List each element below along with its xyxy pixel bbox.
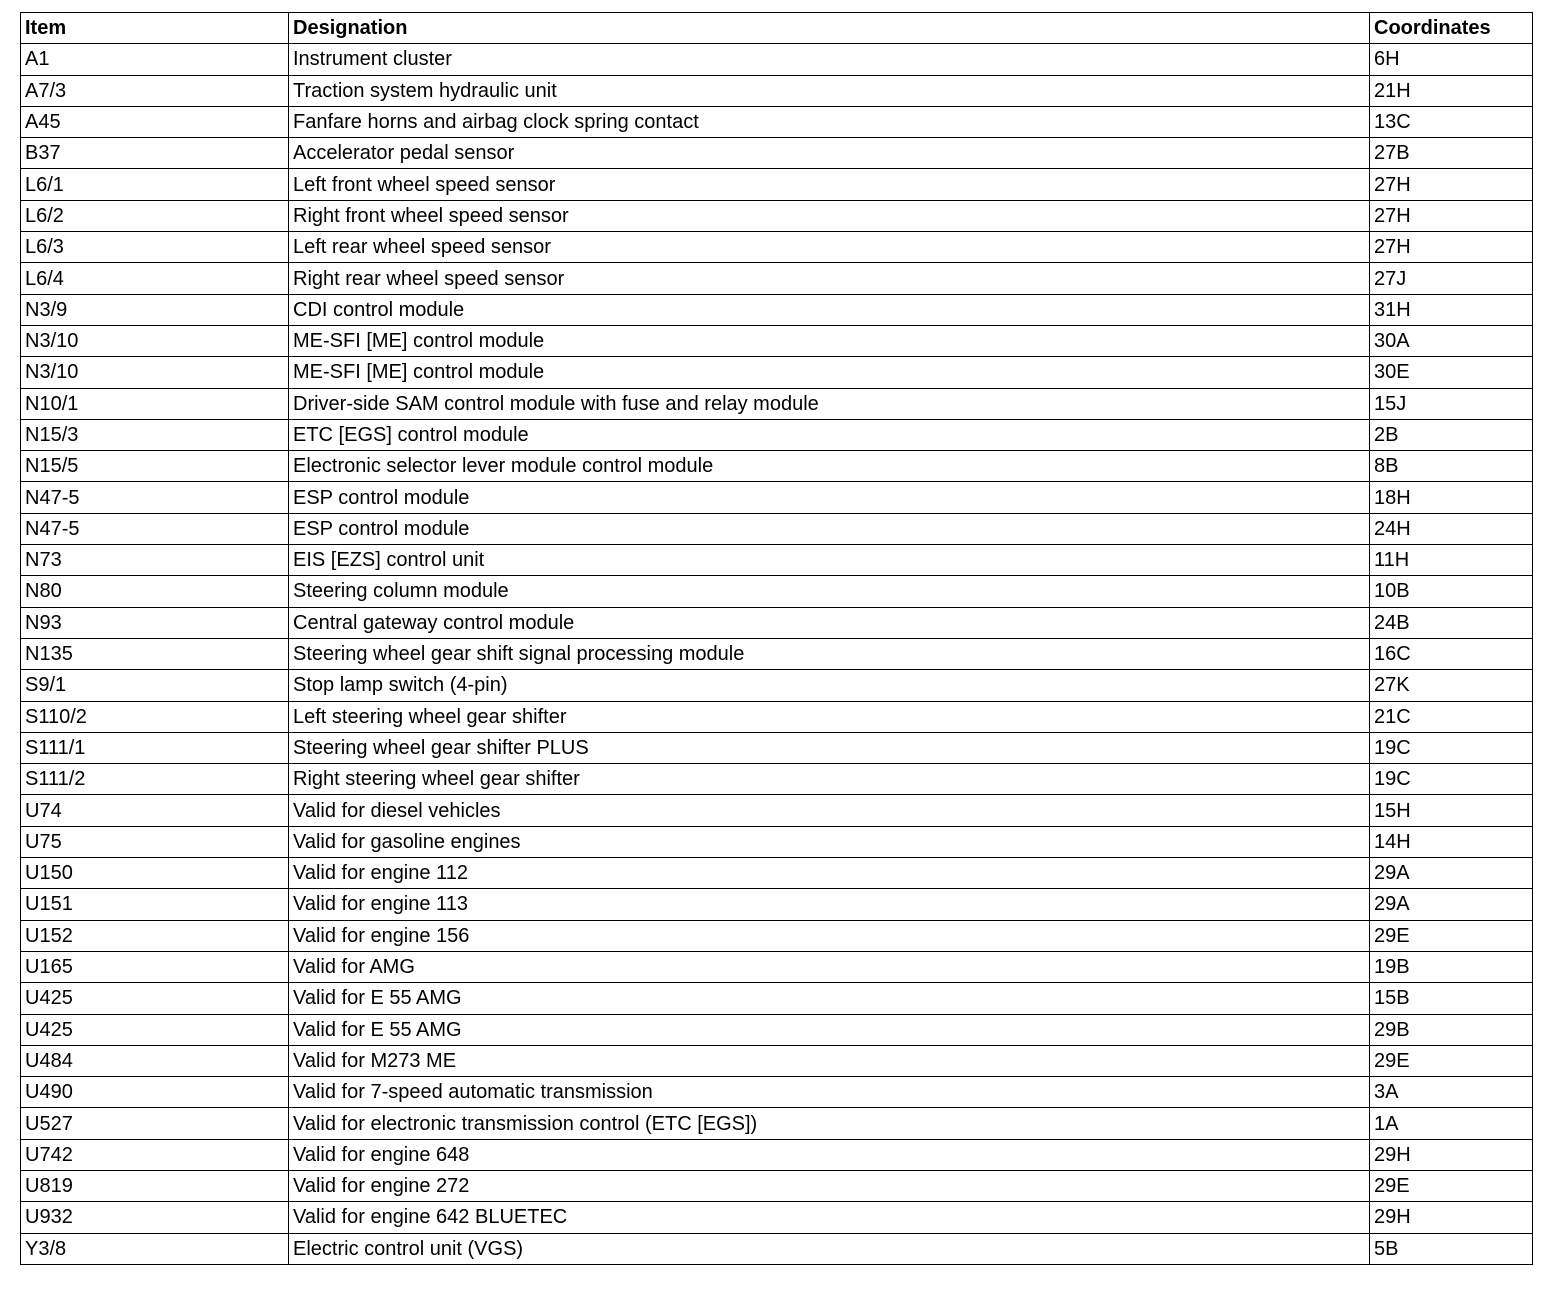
cell-designation: Left front wheel speed sensor (289, 169, 1370, 200)
cell-designation: Valid for engine 272 (289, 1170, 1370, 1201)
component-table-container (20, 12, 1532, 1265)
cell-designation: ME-SFI [ME] control module (289, 325, 1370, 356)
cell-designation: Right front wheel speed sensor (289, 200, 1370, 231)
table-row (21, 701, 1533, 732)
cell-coordinates: 29B (1370, 1014, 1533, 1045)
table-row (21, 764, 1533, 795)
table-row (21, 732, 1533, 763)
cell-designation: Valid for engine 113 (289, 889, 1370, 920)
table-row (21, 75, 1533, 106)
cell-designation: Valid for engine 642 BLUETEC (289, 1202, 1370, 1233)
cell-item: U527 (21, 1108, 289, 1139)
table-row (21, 357, 1533, 388)
cell-designation: ETC [EGS] control module (289, 419, 1370, 450)
cell-item: N3/10 (21, 325, 289, 356)
cell-item: N3/9 (21, 294, 289, 325)
table-row (21, 951, 1533, 982)
table-row (21, 513, 1533, 544)
cell-coordinates: 8B (1370, 451, 1533, 482)
cell-coordinates: 24B (1370, 607, 1533, 638)
table-row (21, 419, 1533, 450)
cell-item: N73 (21, 545, 289, 576)
cell-designation: Left rear wheel speed sensor (289, 232, 1370, 263)
cell-designation: ESP control module (289, 513, 1370, 544)
cell-designation: Central gateway control module (289, 607, 1370, 638)
cell-item: N15/5 (21, 451, 289, 482)
table-row (21, 638, 1533, 669)
cell-coordinates: 15J (1370, 388, 1533, 419)
cell-item: S110/2 (21, 701, 289, 732)
table-row (21, 451, 1533, 482)
cell-designation: Valid for diesel vehicles (289, 795, 1370, 826)
cell-item: N80 (21, 576, 289, 607)
cell-coordinates: 29E (1370, 1045, 1533, 1076)
cell-designation: Valid for engine 112 (289, 858, 1370, 889)
cell-item: Y3/8 (21, 1233, 289, 1264)
cell-item: L6/4 (21, 263, 289, 294)
table-header (21, 13, 1533, 44)
cell-item: U165 (21, 951, 289, 982)
cell-coordinates: 29H (1370, 1139, 1533, 1170)
table-row (21, 1045, 1533, 1076)
table-row (21, 1233, 1533, 1264)
cell-item: B37 (21, 138, 289, 169)
table-row (21, 106, 1533, 137)
cell-item: N3/10 (21, 357, 289, 388)
table-row (21, 1077, 1533, 1108)
cell-item: A7/3 (21, 75, 289, 106)
cell-designation: Right steering wheel gear shifter (289, 764, 1370, 795)
table-row (21, 1170, 1533, 1201)
cell-item: S111/2 (21, 764, 289, 795)
cell-designation: Right rear wheel speed sensor (289, 263, 1370, 294)
cell-item: A1 (21, 44, 289, 75)
cell-coordinates: 21H (1370, 75, 1533, 106)
cell-designation: CDI control module (289, 294, 1370, 325)
cell-item: A45 (21, 106, 289, 137)
cell-item: U819 (21, 1170, 289, 1201)
cell-item: U75 (21, 826, 289, 857)
header-designation: Designation (289, 13, 1370, 44)
cell-item: U74 (21, 795, 289, 826)
cell-item: L6/3 (21, 232, 289, 263)
cell-designation: Valid for engine 156 (289, 920, 1370, 951)
cell-coordinates: 29A (1370, 858, 1533, 889)
table-row (21, 670, 1533, 701)
cell-coordinates: 3A (1370, 1077, 1533, 1108)
table-row (21, 232, 1533, 263)
cell-designation: Valid for M273 ME (289, 1045, 1370, 1076)
cell-coordinates: 29E (1370, 920, 1533, 951)
cell-designation: Steering column module (289, 576, 1370, 607)
cell-coordinates: 24H (1370, 513, 1533, 544)
table-row (21, 388, 1533, 419)
cell-coordinates: 19C (1370, 732, 1533, 763)
cell-item: N93 (21, 607, 289, 638)
component-legend-table (20, 12, 1533, 1265)
cell-coordinates: 15H (1370, 795, 1533, 826)
cell-item: U490 (21, 1077, 289, 1108)
header-row (21, 13, 1533, 44)
table-row (21, 482, 1533, 513)
cell-coordinates: 21C (1370, 701, 1533, 732)
cell-coordinates: 27K (1370, 670, 1533, 701)
cell-item: N135 (21, 638, 289, 669)
cell-item: U150 (21, 858, 289, 889)
table-row (21, 858, 1533, 889)
cell-coordinates: 29A (1370, 889, 1533, 920)
cell-coordinates: 27B (1370, 138, 1533, 169)
cell-coordinates: 14H (1370, 826, 1533, 857)
cell-designation: ME-SFI [ME] control module (289, 357, 1370, 388)
cell-designation: ESP control module (289, 482, 1370, 513)
table-row (21, 795, 1533, 826)
cell-coordinates: 2B (1370, 419, 1533, 450)
cell-designation: Valid for gasoline engines (289, 826, 1370, 857)
table-row (21, 607, 1533, 638)
cell-item: S111/1 (21, 732, 289, 763)
table-row (21, 294, 1533, 325)
table-row (21, 325, 1533, 356)
cell-item: U425 (21, 983, 289, 1014)
cell-coordinates: 30E (1370, 357, 1533, 388)
cell-coordinates: 15B (1370, 983, 1533, 1014)
cell-coordinates: 29E (1370, 1170, 1533, 1201)
header-item: Item (21, 13, 289, 44)
cell-item: U425 (21, 1014, 289, 1045)
table-row (21, 1108, 1533, 1139)
cell-item: N10/1 (21, 388, 289, 419)
cell-coordinates: 6H (1370, 44, 1533, 75)
cell-coordinates: 11H (1370, 545, 1533, 576)
cell-item: S9/1 (21, 670, 289, 701)
table-row (21, 44, 1533, 75)
cell-coordinates: 27H (1370, 200, 1533, 231)
cell-coordinates: 19C (1370, 764, 1533, 795)
cell-designation: Valid for E 55 AMG (289, 1014, 1370, 1045)
cell-designation: Valid for 7-speed automatic transmission (289, 1077, 1370, 1108)
cell-designation: Electronic selector lever module control module (289, 451, 1370, 482)
cell-coordinates: 27H (1370, 232, 1533, 263)
cell-item: N15/3 (21, 419, 289, 450)
cell-designation: Steering wheel gear shift signal processing module (289, 638, 1370, 669)
cell-coordinates: 27J (1370, 263, 1533, 294)
table-row (21, 889, 1533, 920)
table-row (21, 576, 1533, 607)
cell-coordinates: 19B (1370, 951, 1533, 982)
cell-designation: Accelerator pedal sensor (289, 138, 1370, 169)
table-row (21, 138, 1533, 169)
cell-item: U742 (21, 1139, 289, 1170)
cell-item: L6/1 (21, 169, 289, 200)
cell-designation: Driver-side SAM control module with fuse and relay module (289, 388, 1370, 419)
cell-designation: Instrument cluster (289, 44, 1370, 75)
cell-item: U152 (21, 920, 289, 951)
cell-designation: Electric control unit (VGS) (289, 1233, 1370, 1264)
table-row (21, 169, 1533, 200)
cell-coordinates: 30A (1370, 325, 1533, 356)
cell-item: N47-5 (21, 482, 289, 513)
cell-designation: EIS [EZS] control unit (289, 545, 1370, 576)
cell-item: U932 (21, 1202, 289, 1233)
table-row (21, 983, 1533, 1014)
cell-designation: Stop lamp switch (4-pin) (289, 670, 1370, 701)
cell-item: N47-5 (21, 513, 289, 544)
cell-coordinates: 13C (1370, 106, 1533, 137)
cell-item: U151 (21, 889, 289, 920)
cell-item: L6/2 (21, 200, 289, 231)
header-coordinates: Coordinates (1370, 13, 1533, 44)
table-row (21, 1139, 1533, 1170)
cell-coordinates: 29H (1370, 1202, 1533, 1233)
cell-designation: Left steering wheel gear shifter (289, 701, 1370, 732)
cell-coordinates: 1A (1370, 1108, 1533, 1139)
cell-coordinates: 16C (1370, 638, 1533, 669)
cell-coordinates: 27H (1370, 169, 1533, 200)
cell-coordinates: 5B (1370, 1233, 1533, 1264)
table-row (21, 1014, 1533, 1045)
cell-designation: Valid for E 55 AMG (289, 983, 1370, 1014)
cell-coordinates: 18H (1370, 482, 1533, 513)
cell-designation: Valid for AMG (289, 951, 1370, 982)
cell-designation: Valid for engine 648 (289, 1139, 1370, 1170)
cell-coordinates: 10B (1370, 576, 1533, 607)
cell-designation: Steering wheel gear shifter PLUS (289, 732, 1370, 763)
cell-coordinates: 31H (1370, 294, 1533, 325)
table-row (21, 263, 1533, 294)
table-row (21, 826, 1533, 857)
cell-designation: Fanfare horns and airbag clock spring contact (289, 106, 1370, 137)
cell-item: U484 (21, 1045, 289, 1076)
table-body (21, 44, 1533, 1265)
cell-designation: Traction system hydraulic unit (289, 75, 1370, 106)
table-row (21, 545, 1533, 576)
table-row (21, 200, 1533, 231)
table-row (21, 920, 1533, 951)
cell-designation: Valid for electronic transmission control (ETC [EGS]) (289, 1108, 1370, 1139)
table-row (21, 1202, 1533, 1233)
